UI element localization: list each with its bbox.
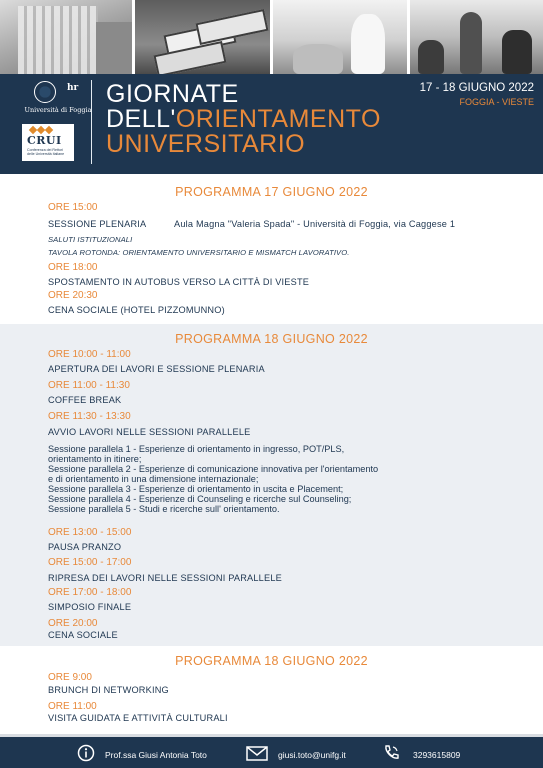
crui-subtitle: Conferenza dei Rettori delle Università Italiane [27,148,65,157]
activity-label: COFFEE BREAK [48,395,122,405]
logo-mark: hr [67,83,79,93]
session-line: Sessione parallela 3 - Esperienze di orientamento in uscita e Placement; [48,484,344,494]
title-line-3: UNIVERSITARIO [106,130,306,158]
activity-label: BRUNCH DI NETWORKING [48,685,169,695]
time-label: ORE 11:00 - 11:30 [48,380,130,391]
logo-university-name: Università di Foggia [24,106,92,114]
parallel-sessions-list [48,444,378,514]
activity-label: SPOSTAMENTO IN AUTOBUS VERSO LA CITTÀ DI VIESTE [48,277,310,287]
session-line: Sessione parallela 2 - Esperienze di comunicazione innovativa per l'orientamento [48,464,379,474]
footer-contact-bar [0,734,543,768]
session-line: Sessione parallela 4 - Esperienze di Counseling e ricerche sul Counseling; [48,494,352,504]
contact-email[interactable]: giusi.toto@unifg.it [278,750,346,760]
session-line: Sessione parallela 5 - Studi e ricerche sull' orientamento. [48,504,280,514]
activity-label: SESSIONE PLENARIA [48,219,147,229]
program-day-3 [0,646,543,734]
activity-label: CENA SOCIALE (HOTEL PIZZOMUNNO) [48,305,225,315]
contact-phone[interactable]: 3293615809 [413,750,461,760]
time-label: ORE 20:30 [48,290,98,301]
university-seal-icon [34,81,56,103]
time-label: ORE 20:00 [48,618,98,629]
subtitle-italic: TAVOLA ROTONDA: ORIENTAMENTO UNIVERSITARIO E MISMATCH LAVORATIVO. [48,248,350,257]
time-label: ORE 13:00 - 15:00 [48,527,132,538]
title-line-2-orange: ORIENTAMENTO [175,105,381,133]
section-title: PROGRAMMA 17 GIUGNO 2022 [175,185,368,199]
unifg-logo [22,81,92,117]
location-label: Aula Magna "Valeria Spada" - Università di Foggia, via Caggese 1 [174,219,456,229]
crui-logo [22,124,74,161]
time-label: ORE 11:00 [48,701,97,712]
activity-label: AVVIO LAVORI NELLE SESSIONI PARALLELE [48,427,251,437]
activity-label: APERTURA DEI LAVORI E SESSIONE PLENARIA [48,364,265,374]
event-dates [420,82,534,107]
section-title: PROGRAMMA 18 GIUGNO 2022 [175,654,368,668]
title-line-2-white: DELL' [106,105,176,133]
time-label: ORE 15:00 - 17:00 [48,557,132,568]
coast-photo [273,0,407,74]
crui-diamonds-icon [30,127,52,133]
books-photo [135,0,270,74]
time-label: ORE 17:00 - 18:00 [48,587,132,598]
subtitle-italic: SALUTI ISTITUZIONALI [48,235,133,244]
places-text: FOGGIA - VIESTE [459,97,534,107]
time-label: ORE 15:00 [48,202,98,213]
session-line: Sessione parallela 1 - Esperienze di orientamento in ingresso, POT/PLS, [48,444,345,454]
header-divider [91,80,92,164]
dates-text: 17 - 18 GIUGNO 2022 [419,82,534,94]
time-label: ORE 11:30 - 13:30 [48,411,131,422]
page-title [106,82,381,157]
program-day-1 [0,174,543,324]
title-line-1: GIORNATE [106,80,239,108]
program-day-2 [0,324,543,646]
contact-name: Prof.ssa Giusi Antonia Toto [105,750,207,760]
building-photo [0,0,132,74]
activity-label: RIPRESA DEI LAVORI NELLE SESSIONI PARALLELE [48,573,282,583]
activity-label: PAUSA PRANZO [48,542,122,552]
info-icon [77,744,95,762]
session-line: e di orientamento in una dimensione internazionale; [48,474,259,484]
header-band [0,74,543,174]
activity-label: VISITA GUIDATA E ATTIVITÀ CULTURALI [48,713,228,723]
time-label: ORE 10:00 - 11:00 [48,349,131,360]
speaker-photo [410,0,543,74]
time-label: ORE 18:00 [48,262,98,273]
mail-icon [246,746,268,761]
crui-wordmark: CRUI [27,134,62,147]
phone-icon [382,744,400,762]
time-label: ORE 9:00 [48,672,92,683]
session-line: orientamento in itinere; [48,454,142,464]
activity-label: SIMPOSIO FINALE [48,602,132,612]
activity-label: CENA SOCIALE [48,630,118,640]
section-title: PROGRAMMA 18 GIUGNO 2022 [175,332,368,346]
photo-strip [0,0,543,74]
